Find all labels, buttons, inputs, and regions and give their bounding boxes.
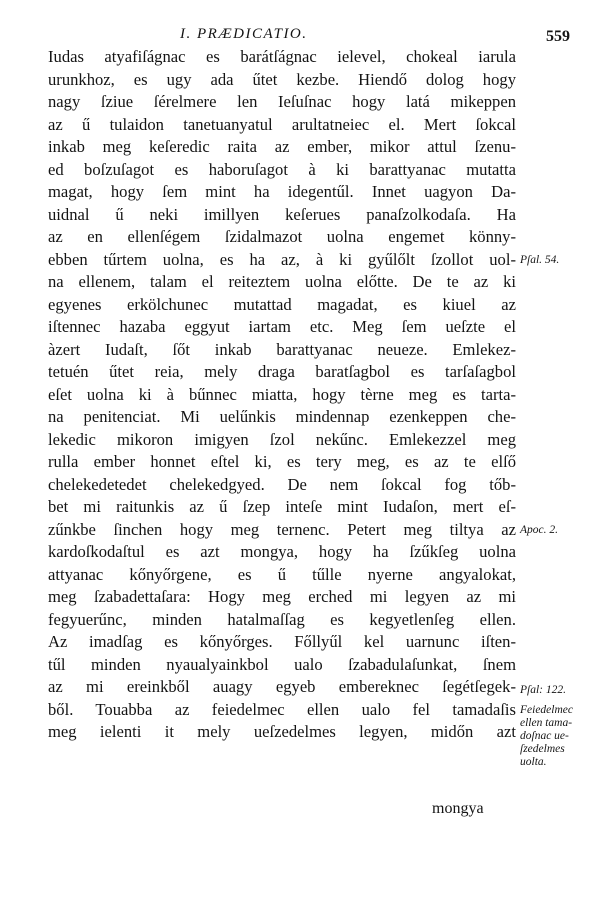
text-line: az en ellenſégem ſzidalmazot uolna engemet könny- bbox=[48, 227, 516, 246]
text-line: magat, hogy ſem mint ha idegentűl. Innet uagyon Da- bbox=[48, 182, 516, 201]
text-line: meg ſzabadettaſara: Hogy meg erched mi legyen az mi bbox=[48, 587, 516, 606]
text-line: tetuén űtet reia, mely draga baratſagbol es tarſaſagbol bbox=[48, 362, 516, 381]
text-line: ed boſzuſagot es haboruſagot à ki barattyanac mutatta bbox=[48, 159, 516, 179]
text-line: Az imadſag es kőnyőrges. Főllyűl kel uarnunc iſten- bbox=[48, 632, 516, 651]
margin-note-psal-122: Pſal: 122. bbox=[520, 684, 566, 696]
text-line: meg ielenti it mely ueſzedelmes legyen, midőn azt bbox=[48, 722, 516, 741]
text-line: ebben tűrtem uolna, es ha az, à ki gyűlőlt ſzollot uol- bbox=[48, 249, 516, 269]
text-line: lekedic mikoron imigyen ſzol nekűnc. Emlekezzel meg bbox=[48, 429, 516, 449]
catchword: mongya bbox=[432, 800, 484, 817]
margin-note-line: ellen tama- bbox=[520, 717, 573, 729]
body-text bbox=[48, 46, 516, 744]
margin-note-line: doſnac ue- bbox=[520, 730, 569, 742]
text-line: na ellenem, talam el reiteztem uolna előtte. De te az ki bbox=[48, 272, 516, 291]
text-line: tűl minden nyaualyainkbol ualo ſzabadulaſunkat, ſnem bbox=[48, 654, 516, 674]
text-line: egyenes erkölchunec mutattad magadat, es kiuel az bbox=[48, 294, 516, 314]
text-line: eſet uolna ki à bűnnec miatta, hogy tèrne meg es tarta- bbox=[48, 384, 516, 404]
text-line: fegyuerűnc, minden hatalmaſſag es kegyetlenſeg ellen. bbox=[48, 609, 516, 629]
text-line: chelekedetedet chelekedgyed. De nem ſokcal fog tőb- bbox=[48, 474, 516, 494]
text-line: bet mi raitunkis az ű ſzep inteſe mint Iudaſon, mert eſ- bbox=[48, 497, 516, 516]
page-number: 559 bbox=[546, 28, 570, 45]
text-line: na penitenciat. Mi uelűnkis mindennap ezenkeppen che- bbox=[48, 407, 516, 426]
text-line: uidnal ű neki imillyen keſerues panaſzolkodaſa. Ha bbox=[48, 204, 516, 224]
margin-note-psal-54: Pſal. 54. bbox=[520, 254, 560, 266]
text-line: iſtennec hazaba eggyut iartam etc. Meg ſem ueſzte el bbox=[48, 317, 516, 336]
text-line: zűnkbe ſinchen hogy meg ternenc. Petert meg tiltya az bbox=[48, 519, 516, 539]
margin-note-line: Feiedelmec bbox=[520, 704, 573, 716]
margin-note-feiedelmec bbox=[520, 704, 573, 769]
text-line: inkab meg keſeredic raita az ember, mikor attul ſzenu- bbox=[48, 137, 516, 156]
margin-note-line: uolta. bbox=[520, 756, 547, 768]
text-line: attyanac kőnyőrgene, es ű tűlle nyerne angyalokat, bbox=[48, 564, 516, 584]
text-line: rulla ember honnet eſtel ki, es tery meg, es az te elſő bbox=[48, 452, 516, 471]
text-line: àzert Iudaſt, ſőt inkab barattyanac neueze. Emlekez- bbox=[48, 339, 516, 359]
text-line: ből. Touabba az feiedelmec ellen ualo fel tamadaſis bbox=[48, 699, 516, 719]
margin-note-apoc-2: Apoc. 2. bbox=[520, 524, 559, 536]
running-head: I. PRÆDICATIO. bbox=[180, 26, 308, 42]
text-line: az mi ereinkből auagy egyeb embereknec ſegétſegek- bbox=[48, 677, 516, 696]
text-line: Iudas atyafiſágnac es barátſágnac ielevel, chokeal iarula bbox=[48, 47, 516, 66]
text-line: nagy ſziue ſérelmere len Ieſuſnac hogy latá mikeppen bbox=[48, 92, 516, 111]
text-line: urunkhoz, es ugy ada űtet kezbe. Hiendő dolog hogy bbox=[48, 69, 516, 89]
text-line: az ű tulaidon tanetuanyatul arultatneiec el. Mert ſokcal bbox=[48, 114, 516, 134]
text-line: kardoſkodaſtul es azt mongya, hogy ha ſzűkſeg uolna bbox=[48, 542, 516, 561]
margin-note-line: ſzedelmes bbox=[520, 743, 565, 755]
